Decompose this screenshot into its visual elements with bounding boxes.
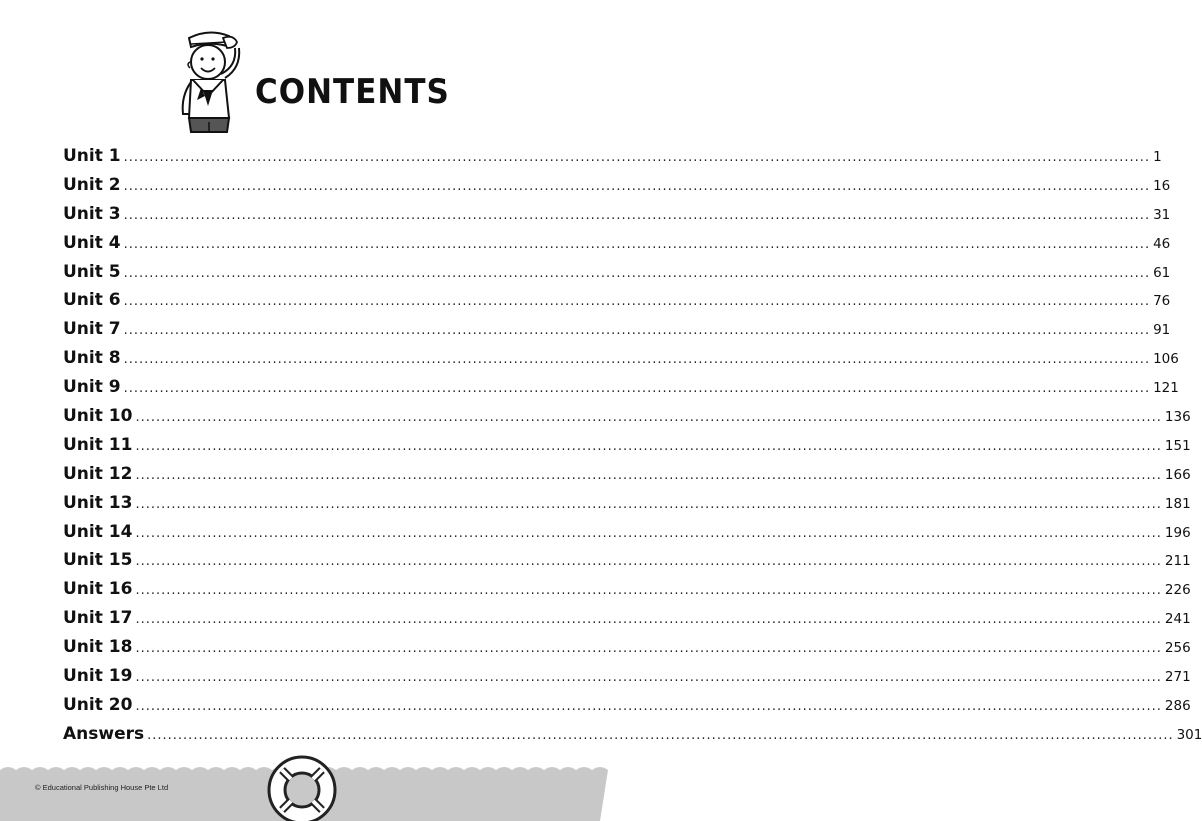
- toc-entry-label: Unit 6: [63, 290, 121, 311]
- toc-dot-leader: ........................................................................................................................................................................................................: [135, 554, 1162, 570]
- toc-entry: Answers ........................................................................................................................................................................................................ 301: [63, 723, 1202, 744]
- toc-entry-label: Unit 2: [63, 174, 121, 195]
- toc-dot-leader: ........................................................................................................................................................................................................: [123, 207, 1151, 223]
- toc-dot-leader: ........................................................................................................................................................................................................: [135, 698, 1162, 714]
- toc-dot-leader: ........................................................................................................................................................................................................: [135, 641, 1162, 657]
- toc-entry: Unit 1 ........................................................................................................................................................................................................ 1: [63, 146, 1162, 166]
- toc-dot-leader: ........................................................................................................................................................................................................: [123, 352, 1151, 368]
- toc-entry-label: Unit 18: [63, 637, 133, 658]
- toc-entry: Unit 14 ........................................................................................................................................................................................................ 196: [63, 521, 1191, 542]
- toc-entry-label: Unit 17: [63, 608, 133, 629]
- page-title: CONTENTS: [255, 73, 450, 112]
- page-header: [0, 0, 600, 145]
- toc-dot-leader: ........................................................................................................................................................................................................: [123, 323, 1151, 339]
- toc-entry-label: Unit 5: [63, 261, 121, 282]
- toc-dot-leader: ........................................................................................................................................................................................................: [123, 294, 1151, 310]
- toc-entry-label: Unit 16: [63, 579, 133, 600]
- toc-entry-label: Unit 10: [63, 406, 133, 427]
- toc-dot-leader: ........................................................................................................................................................................................................: [135, 496, 1162, 512]
- toc-entry-label: Unit 20: [63, 694, 133, 715]
- toc-dot-leader: ........................................................................................................................................................................................................: [123, 236, 1151, 252]
- toc-entry-label: Unit 4: [63, 232, 121, 253]
- toc-entry: Unit 20 ........................................................................................................................................................................................................ 286: [63, 694, 1191, 715]
- toc-entry: Unit 11 ........................................................................................................................................................................................................ 151: [63, 434, 1191, 455]
- table-of-contents: [63, 146, 1202, 753]
- toc-dot-leader: ........................................................................................................................................................................................................: [135, 525, 1162, 541]
- toc-entry-label: Unit 12: [63, 463, 133, 484]
- toc-dot-leader: ........................................................................................................................................................................................................: [123, 178, 1151, 194]
- toc-entry: Unit 18 ........................................................................................................................................................................................................ 256: [63, 637, 1191, 658]
- toc-entry: Unit 8 ........................................................................................................................................................................................................ 106: [63, 348, 1179, 369]
- toc-entry-label: Unit 15: [63, 550, 133, 571]
- toc-dot-leader: ........................................................................................................................................................................................................: [123, 265, 1151, 281]
- sailor-boy-saluting-icon: [175, 26, 245, 141]
- toc-entry-label: Unit 19: [63, 666, 133, 687]
- lifebuoy-icon: [264, 752, 340, 821]
- toc-entry: Unit 6 ........................................................................................................................................................................................................ 76: [63, 290, 1171, 311]
- toc-dot-leader: ........................................................................................................................................................................................................: [135, 612, 1162, 628]
- toc-entry: Unit 15 ........................................................................................................................................................................................................ 211: [63, 550, 1191, 571]
- toc-dot-leader: ........................................................................................................................................................................................................: [135, 467, 1162, 483]
- toc-entry-label: Unit 7: [63, 319, 121, 340]
- toc-entry-label: Unit 9: [63, 377, 121, 398]
- toc-entry-label: Unit 11: [63, 434, 133, 455]
- toc-dot-leader: ........................................................................................................................................................................................................: [147, 727, 1174, 743]
- toc-entry-label: Unit 14: [63, 521, 133, 542]
- toc-entry-label: Unit 3: [63, 203, 121, 224]
- toc-dot-leader: ........................................................................................................................................................................................................: [135, 438, 1162, 454]
- toc-entry: Unit 10 ........................................................................................................................................................................................................ 136: [63, 406, 1191, 427]
- toc-entry: Unit 4 ........................................................................................................................................................................................................ 46: [63, 232, 1171, 253]
- toc-entry: Unit 12 ........................................................................................................................................................................................................ 166: [63, 463, 1191, 484]
- toc-entry-label: Unit 1: [63, 146, 121, 166]
- toc-entry-label: Unit 13: [63, 492, 133, 513]
- toc-dot-leader: ........................................................................................................................................................................................................: [123, 150, 1151, 165]
- toc-entry: Unit 16 ........................................................................................................................................................................................................ 226: [63, 579, 1191, 600]
- toc-dot-leader: ........................................................................................................................................................................................................: [135, 670, 1162, 686]
- toc-entry-label: Unit 8: [63, 348, 121, 369]
- toc-entry: Unit 2 ........................................................................................................................................................................................................ 16: [63, 174, 1171, 195]
- toc-entry: Unit 17 ........................................................................................................................................................................................................ 241: [63, 608, 1191, 629]
- copyright-notice: © Educational Publishing House Pte Ltd: [35, 783, 169, 792]
- toc-entry: Unit 7 ........................................................................................................................................................................................................ 91: [63, 319, 1171, 340]
- toc-entry: Unit 13 ........................................................................................................................................................................................................ 181: [63, 492, 1191, 513]
- toc-dot-leader: ........................................................................................................................................................................................................: [135, 583, 1162, 599]
- toc-entry: Unit 5 ........................................................................................................................................................................................................ 61: [63, 261, 1171, 282]
- toc-entry: Unit 9 ........................................................................................................................................................................................................ 121: [63, 377, 1179, 398]
- toc-entry: Unit 3 ........................................................................................................................................................................................................ 31: [63, 203, 1171, 224]
- toc-dot-leader: ........................................................................................................................................................................................................: [135, 410, 1162, 426]
- toc-dot-leader: ........................................................................................................................................................................................................: [123, 381, 1151, 397]
- toc-entry-label: Answers: [63, 723, 145, 744]
- toc-entry: Unit 19 ........................................................................................................................................................................................................ 271: [63, 666, 1191, 687]
